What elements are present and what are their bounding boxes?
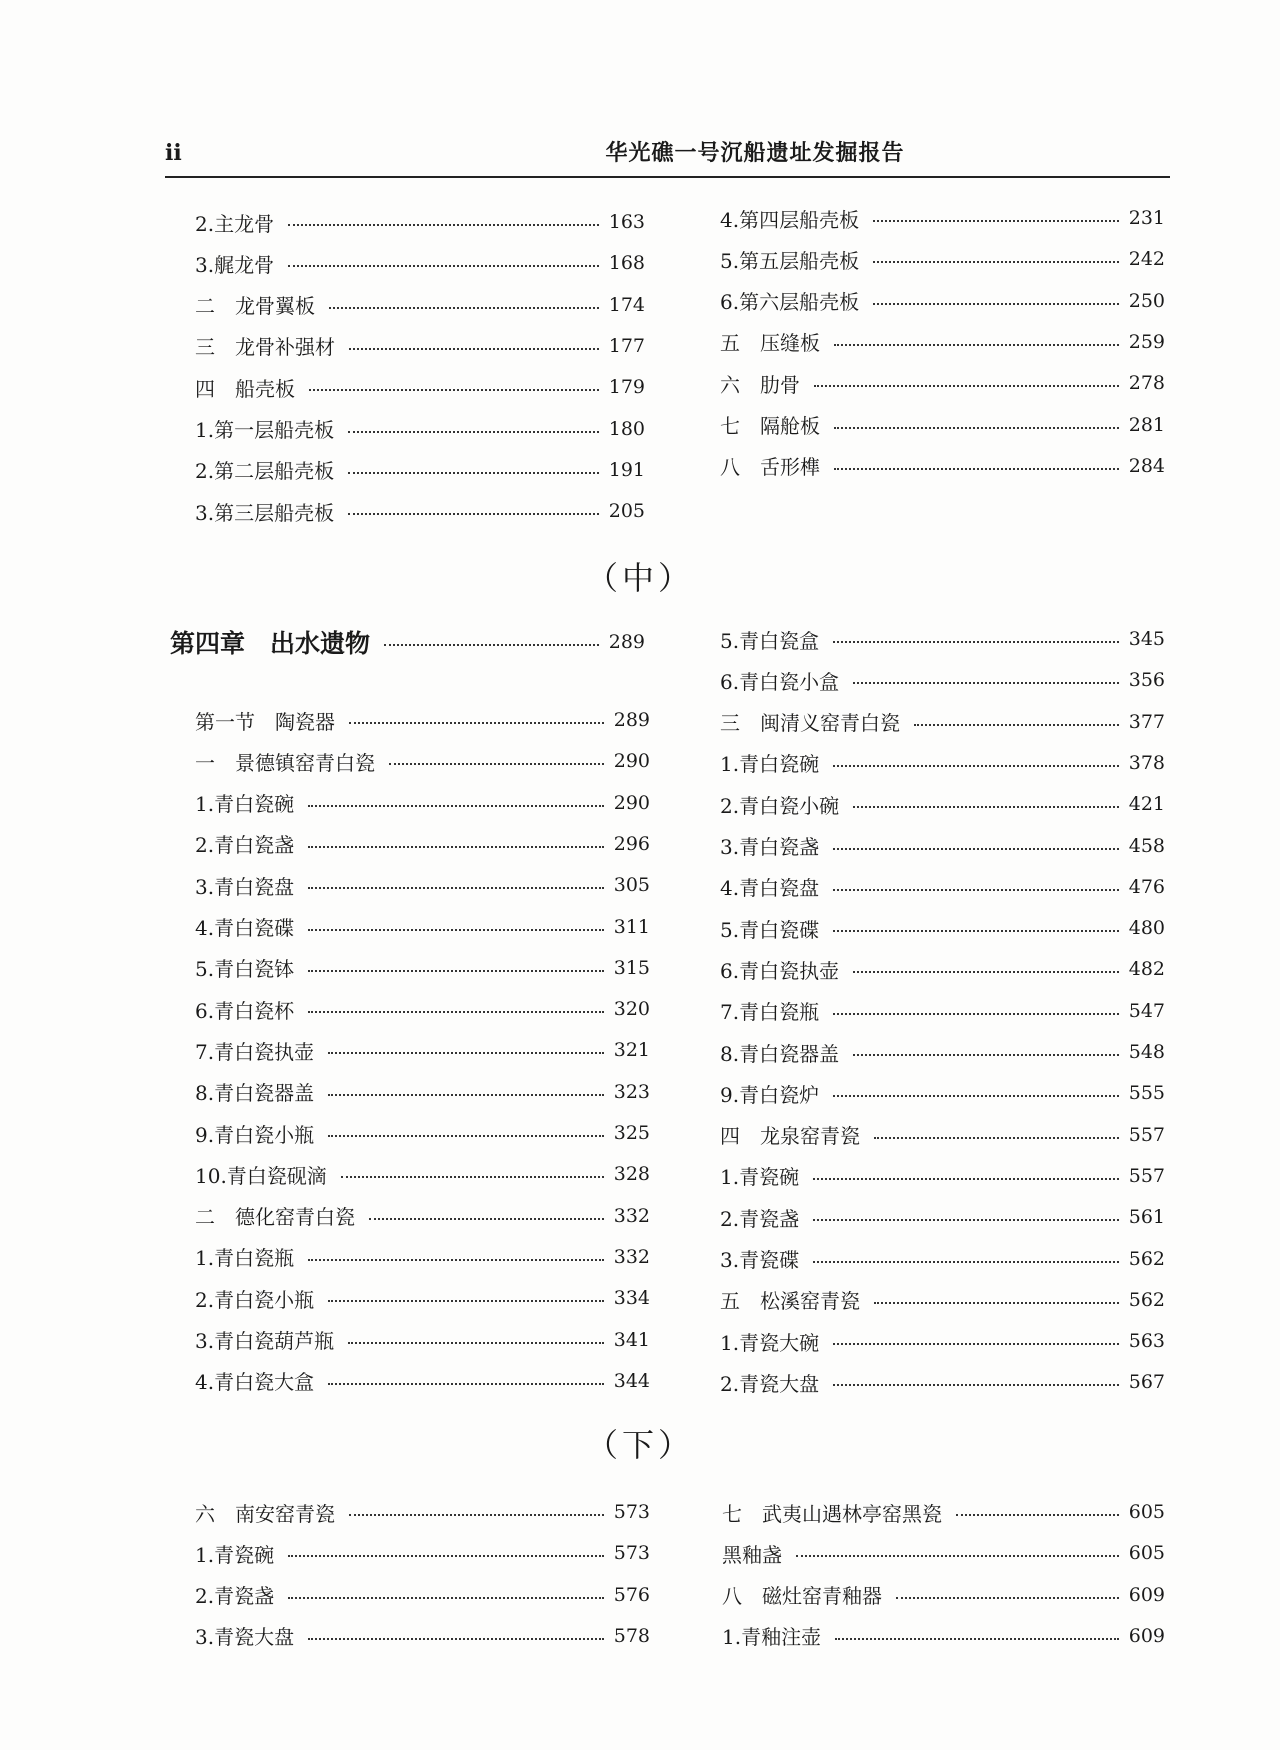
dot-leader (288, 1597, 604, 1599)
toc-entry (195, 1538, 650, 1568)
toc-entry (195, 331, 645, 361)
toc-entry (195, 207, 645, 237)
dot-leader (813, 1261, 1119, 1263)
toc-entry-label: 四 龙泉窑青瓷 (720, 1124, 860, 1149)
toc-entry (720, 368, 1165, 398)
dot-leader (328, 1383, 604, 1385)
toc-entry-label: 3.第三层船壳板 (195, 500, 335, 525)
toc-entry-page: 567 (1128, 1371, 1165, 1394)
toc-entry (720, 1120, 1165, 1150)
toc-entry-page: 557 (1128, 1123, 1165, 1146)
toc-entry (720, 203, 1165, 233)
dot-leader (833, 641, 1119, 643)
toc-entry (720, 327, 1165, 357)
toc-entry (195, 1118, 650, 1148)
dot-leader (288, 265, 599, 267)
dot-leader (813, 1178, 1119, 1180)
toc-entry-label: 6.青白瓷杯 (195, 998, 295, 1023)
dot-leader (814, 385, 1119, 387)
toc-entry-page: 578 (613, 1624, 650, 1647)
toc-entry (720, 1326, 1165, 1356)
toc-entry (195, 1159, 650, 1189)
toc-entry-page: 290 (613, 791, 650, 814)
dot-leader (329, 307, 599, 309)
toc-entry-label: 四 船壳板 (195, 376, 295, 401)
toc-entry-label: 4.第四层船壳板 (720, 207, 860, 232)
dot-leader (833, 889, 1119, 891)
toc-entry-page: 305 (613, 874, 650, 897)
toc-entry-page: 344 (613, 1369, 650, 1392)
dot-leader (853, 971, 1119, 973)
dot-leader (833, 930, 1119, 932)
dot-leader (349, 722, 604, 724)
dot-leader (328, 1135, 604, 1137)
toc-entry (722, 1497, 1165, 1527)
toc-entry (720, 1367, 1165, 1397)
toc-entry-page: 334 (613, 1287, 650, 1310)
toc-entry-page: 180 (608, 417, 645, 440)
dot-leader (796, 1555, 1119, 1557)
dot-leader (288, 1555, 604, 1557)
dot-leader (833, 1343, 1119, 1345)
toc-entry-label: 第一节 陶瓷器 (195, 709, 335, 734)
toc-chapter-entry (170, 627, 645, 657)
toc-entry-label: 1.青瓷碗 (720, 1165, 800, 1190)
toc-entry-page: 548 (1128, 1041, 1165, 1063)
dot-leader (833, 765, 1119, 767)
toc-entry-page: 177 (608, 334, 645, 357)
toc-entry-page: 290 (613, 750, 650, 773)
toc-entry (720, 1161, 1165, 1191)
toc-entry-label: 2.青白瓷小碗 (720, 793, 840, 818)
dot-leader (384, 644, 599, 646)
toc-entry-label: 2.第二层船壳板 (195, 459, 335, 484)
toc-entry (720, 1037, 1165, 1067)
dot-leader (914, 724, 1119, 726)
toc-entry-label: 8.青白瓷器盖 (195, 1081, 315, 1106)
toc-entry-label: 6.青白瓷小盒 (720, 669, 840, 694)
toc-entry-page: 562 (1128, 1247, 1165, 1270)
toc-entry-page: 421 (1128, 793, 1165, 816)
toc-entry (195, 994, 650, 1024)
page-header (165, 136, 1165, 176)
toc-entry-label: 3.青白瓷葫芦瓶 (195, 1329, 335, 1353)
dot-leader (348, 431, 599, 433)
dot-leader (833, 1384, 1119, 1386)
toc-entry (195, 912, 650, 942)
toc-entry (195, 746, 650, 776)
toc-entry-page: 341 (613, 1328, 650, 1351)
dot-leader (835, 1638, 1119, 1640)
toc-entry-page: 278 (1128, 372, 1165, 395)
toc-entry-page: 458 (1128, 834, 1165, 857)
toc-entry (722, 1580, 1165, 1610)
toc-entry-label: 一 景德镇窑青白瓷 (195, 750, 375, 775)
dot-leader (348, 1342, 604, 1344)
toc-entry-label: 六 南安窑青瓷 (195, 1501, 335, 1526)
toc-entry-page: 168 (608, 252, 645, 275)
toc-entry-page: 547 (1128, 999, 1165, 1022)
dot-leader (308, 929, 604, 931)
toc-entry (722, 1538, 1165, 1568)
toc-entry-label: 八 舌形榫 (720, 455, 820, 480)
toc-entry-page: 609 (1128, 1624, 1165, 1647)
dot-leader (308, 887, 604, 889)
toc-entry-label: 2.青瓷大盘 (720, 1371, 820, 1396)
toc-entry-page: 231 (1128, 207, 1165, 229)
dot-leader (308, 970, 604, 972)
toc-entry (195, 953, 650, 983)
dot-leader (833, 848, 1119, 850)
toc-entry-page: 205 (608, 500, 645, 523)
toc-entry-label: 3.青白瓷盘 (195, 874, 295, 899)
toc-entry (720, 954, 1165, 984)
toc-entry-page: 325 (613, 1122, 650, 1144)
toc-entry-page: 573 (613, 1501, 650, 1523)
toc-entry-label: 7.青白瓷瓶 (720, 1000, 820, 1025)
toc-entry-page: 179 (608, 376, 645, 399)
toc-entry (195, 788, 650, 818)
toc-entry-page: 191 (608, 458, 645, 481)
dot-leader (813, 1219, 1119, 1221)
dot-leader (328, 1094, 604, 1096)
toc-entry-label: 七 武夷山遇林亭窑黑瓷 (722, 1501, 942, 1526)
toc-entry-label: 2.青白瓷小瓶 (195, 1287, 315, 1312)
header-rule (165, 176, 1170, 178)
dot-leader (309, 389, 599, 391)
dot-leader (874, 1302, 1119, 1304)
toc-entry-label: 三 闽清义窑青白瓷 (720, 711, 900, 736)
dot-leader (349, 348, 599, 350)
dot-leader (389, 763, 604, 765)
toc-entry (720, 913, 1165, 943)
volume-middle-heading: （中） (585, 559, 694, 597)
toc-entry (195, 1035, 650, 1065)
toc-entry-page: 576 (613, 1583, 650, 1606)
toc-entry (195, 829, 650, 859)
toc-entry-page: 482 (1128, 958, 1165, 981)
dot-leader (369, 1218, 604, 1220)
toc-entry (195, 1366, 650, 1396)
dot-leader (873, 220, 1119, 222)
toc-entry-label: 1.青瓷碗 (195, 1542, 275, 1567)
toc-entry (720, 451, 1165, 481)
toc-entry-label: 5.青白瓷钵 (195, 957, 295, 982)
toc-entry-page: 323 (613, 1080, 650, 1103)
toc-entry (195, 870, 650, 900)
toc-entry-label: 2.青白瓷盏 (195, 833, 295, 858)
toc-entry-page: 377 (1128, 710, 1165, 733)
toc-entry (720, 624, 1165, 654)
toc-entry-label: 五 松溪窑青瓷 (720, 1289, 860, 1314)
toc-entry-label: 2.青瓷盏 (195, 1584, 275, 1609)
toc-entry-page: 259 (1128, 330, 1165, 353)
toc-entry-page: 605 (1128, 1501, 1165, 1523)
dot-leader (853, 1054, 1119, 1056)
toc-entry-page: 315 (613, 956, 650, 979)
dot-leader (853, 806, 1119, 808)
toc-entry (195, 1201, 650, 1231)
toc-entry-page: 332 (613, 1204, 650, 1227)
toc-entry-page: 378 (1128, 751, 1165, 774)
toc-entry (720, 1202, 1165, 1232)
toc-entry-page: 281 (1128, 413, 1165, 436)
toc-entry-label: 10.青白瓷砚滴 (195, 1163, 327, 1188)
toc-entry (195, 1580, 650, 1610)
dot-leader (308, 805, 604, 807)
toc-entry-label: 六 肋骨 (720, 372, 800, 397)
dot-leader (834, 468, 1119, 470)
toc-entry (720, 410, 1165, 440)
toc-entry-label: 七 隔舱板 (720, 414, 820, 438)
running-title: 华光礁一号沉船遗址发掘报告 (605, 140, 905, 166)
toc-entry-page: 289 (613, 709, 650, 731)
toc-entry-page: 356 (1128, 669, 1165, 692)
toc-entry (720, 707, 1165, 737)
toc-entry-label: 5.第五层船壳板 (720, 248, 860, 273)
toc-entry-label: 1.青釉注壶 (722, 1625, 822, 1650)
toc-entry (195, 290, 645, 320)
toc-entry (195, 1283, 650, 1313)
toc-entry-label: 3.青白瓷盏 (720, 835, 820, 859)
toc-entry-label: 6.青白瓷执壶 (720, 958, 840, 983)
dot-leader (834, 344, 1119, 346)
toc-entry-page: 345 (1128, 628, 1165, 650)
toc-entry-page: 284 (1128, 454, 1165, 477)
toc-entry-page: 573 (613, 1542, 650, 1565)
toc-entry-label: 8.青白瓷器盖 (720, 1041, 840, 1066)
toc-entry (720, 665, 1165, 695)
toc-entry (720, 872, 1165, 902)
toc-entry-label: 二 德化窑青白瓷 (195, 1205, 355, 1230)
toc-entry-page: 163 (608, 211, 645, 233)
toc-entry-page: 609 (1128, 1583, 1165, 1606)
toc-entry-label: 2.青瓷盏 (720, 1206, 800, 1231)
toc-entry-page: 320 (613, 998, 650, 1021)
dot-leader (348, 513, 599, 515)
toc-entry-page: 311 (613, 915, 650, 938)
dot-leader (874, 1137, 1119, 1139)
dot-leader (341, 1176, 604, 1178)
toc-entry (720, 1244, 1165, 1274)
toc-entry-label: 9.青白瓷小瓶 (195, 1122, 315, 1147)
toc-entry-page: 563 (1128, 1330, 1165, 1353)
toc-entry (195, 1621, 650, 1651)
dot-leader (308, 1259, 604, 1261)
page-number: ii (165, 140, 182, 166)
toc-entry-label: 4.青白瓷大盒 (195, 1370, 315, 1395)
toc-entry-label: 1.第一层船壳板 (195, 418, 335, 442)
toc-entry-label: 1.青白瓷瓶 (195, 1246, 295, 1271)
toc-entry (720, 748, 1165, 778)
toc-entry-label: 9.青白瓷炉 (720, 1082, 820, 1107)
toc-entry (195, 455, 645, 485)
toc-entry (195, 1242, 650, 1272)
toc-entry-page: 296 (613, 832, 650, 855)
dot-leader (328, 1052, 604, 1054)
dot-leader (853, 682, 1119, 684)
toc-entry (195, 248, 645, 278)
toc-entry-label: 4.青白瓷盘 (720, 876, 820, 901)
dot-leader (288, 224, 599, 226)
dot-leader (308, 846, 604, 848)
toc-entry-label: 1.青白瓷碗 (195, 792, 295, 817)
dot-leader (833, 1013, 1119, 1015)
toc-entry-label: 2.主龙骨 (195, 211, 275, 236)
dot-leader (308, 1638, 604, 1640)
dot-leader (896, 1597, 1119, 1599)
dot-leader (834, 427, 1119, 429)
toc-entry-label: 3.青瓷大盘 (195, 1625, 295, 1650)
toc-entry-label: 五 压缝板 (720, 331, 820, 356)
toc-entry (195, 1497, 650, 1527)
dot-leader (308, 1011, 604, 1013)
dot-leader (328, 1300, 604, 1302)
toc-entry-label: 第四章 出水遗物 (170, 629, 371, 658)
toc-entry (720, 1285, 1165, 1315)
toc-entry (720, 286, 1165, 316)
toc-entry-page: 476 (1128, 875, 1165, 898)
toc-entry-page: 242 (1128, 248, 1165, 271)
toc-entry-label: 黑釉盏 (722, 1542, 782, 1567)
toc-entry (195, 372, 645, 402)
toc-entry-label: 5.青白瓷碟 (720, 917, 820, 942)
dot-leader (956, 1514, 1119, 1516)
toc-entry-page: 605 (1128, 1542, 1165, 1565)
toc-entry-page: 561 (1128, 1206, 1165, 1229)
toc-entry-page: 555 (1128, 1082, 1165, 1105)
toc-entry-label: 三 龙骨补强材 (195, 335, 335, 360)
toc-entry-label: 二 龙骨翼板 (195, 294, 315, 319)
toc-entry-page: 321 (613, 1039, 650, 1062)
toc-entry-page: 289 (608, 631, 645, 653)
toc-entry (720, 831, 1165, 861)
toc-entry (720, 1078, 1165, 1108)
toc-entry-label: 八 磁灶窑青釉器 (722, 1584, 882, 1609)
toc-entry (722, 1621, 1165, 1651)
dot-leader (348, 472, 599, 474)
toc-entry-label: 4.青白瓷碟 (195, 916, 295, 940)
toc-entry (720, 244, 1165, 274)
toc-entry-page: 480 (1128, 917, 1165, 940)
toc-entry-label: 5.青白瓷盒 (720, 628, 820, 653)
toc-entry-page: 332 (613, 1245, 650, 1268)
toc-entry (720, 789, 1165, 819)
toc-entry-page: 557 (1128, 1164, 1165, 1187)
toc-entry (195, 705, 650, 735)
toc-entry-page: 250 (1128, 289, 1165, 312)
dot-leader (833, 1095, 1119, 1097)
toc-entry (195, 496, 645, 526)
toc-entry-label: 7.青白瓷执壶 (195, 1039, 315, 1064)
volume-lower-heading: （下） (585, 1426, 694, 1464)
toc-entry-page: 562 (1128, 1288, 1165, 1311)
toc-entry-label: 1.青瓷大碗 (720, 1330, 820, 1355)
toc-entry (720, 996, 1165, 1026)
toc-entry-label: 3.艉龙骨 (195, 252, 275, 277)
toc-entry (195, 1077, 650, 1107)
dot-leader (873, 303, 1119, 305)
toc-entry (195, 1325, 650, 1355)
toc-entry-label: 6.第六层船壳板 (720, 290, 860, 315)
dot-leader (349, 1514, 604, 1516)
toc-entry-label: 3.青瓷碟 (720, 1248, 800, 1272)
toc-entry-page: 174 (608, 293, 645, 316)
toc-entry-page: 328 (613, 1163, 650, 1186)
dot-leader (873, 261, 1119, 263)
toc-entry-label: 1.青白瓷碗 (720, 752, 820, 777)
toc-entry (195, 414, 645, 444)
